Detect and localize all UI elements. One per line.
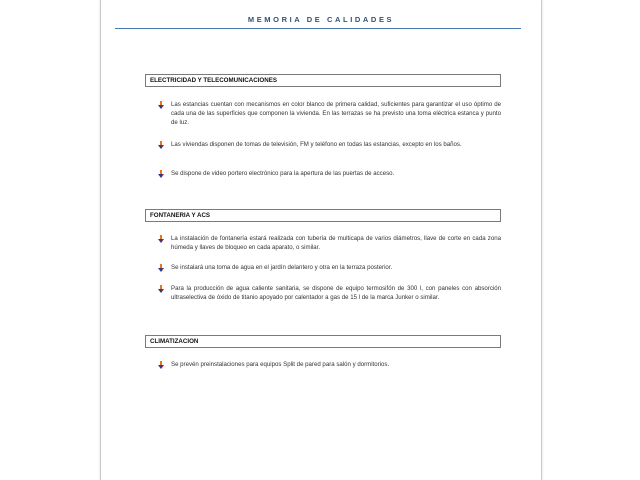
title-divider	[115, 28, 521, 29]
section-heading-fontaneria: FONTANERIA Y ACS	[145, 209, 501, 222]
arrow-down-bullet-icon	[158, 141, 164, 149]
list-item-text: Las estancias cuentan con mecanismos en color blanco de primera calidad, suficientes para garantizar el uso óptimo de cada una de las superficies que componen la vivienda. En las terrazas se ha previsto una toma eléctrica estanca y punto de luz.	[171, 101, 501, 126]
arrow-down-bullet-icon	[158, 361, 164, 369]
arrow-down-bullet-icon	[158, 285, 164, 293]
list-item-text: La instalación de fontanería estará realizada con tubería de multicapa de varios diámetros, llave de corte en cada zona húmeda y llaves de bloqueo en cada aparato, o similar.	[171, 235, 501, 251]
list-item-text: Se dispone de video portero electrónico para la apertura de las puertas de acceso.	[171, 170, 395, 177]
arrow-down-bullet-icon	[158, 101, 164, 109]
list-item-text: Las viviendas disponen de tomas de televisión, FM y teléfono en todas las estancias, excepto en los baños.	[171, 141, 462, 148]
list-item-text: Se instalará una toma de agua en el jardín delantero y otra en la terraza posterior.	[171, 264, 393, 271]
list-item-text: Para la producción de agua caliente sanitaria, se dispone de equipo termosifón de 300 l, con paneles con absorción ultraselectiva de óxido de titanio apoyado por calentador a gas de 15 l de la marca Junker o similar.	[171, 285, 501, 301]
list-item-text: Se prevén preinstalaciones para equipos Split de pared para salón y dormitorios.	[171, 361, 390, 368]
arrow-down-bullet-icon	[158, 235, 164, 243]
section-heading-electricidad: ELECTRICIDAD Y TELECOMUNICACIONES	[145, 74, 501, 87]
arrow-down-bullet-icon	[158, 170, 164, 178]
section-heading-climatizacion: CLIMATIZACION	[145, 335, 501, 348]
arrow-down-bullet-icon	[158, 264, 164, 272]
document-title: MEMORIA DE CALIDADES	[247, 15, 395, 24]
document-page	[100, 0, 542, 480]
